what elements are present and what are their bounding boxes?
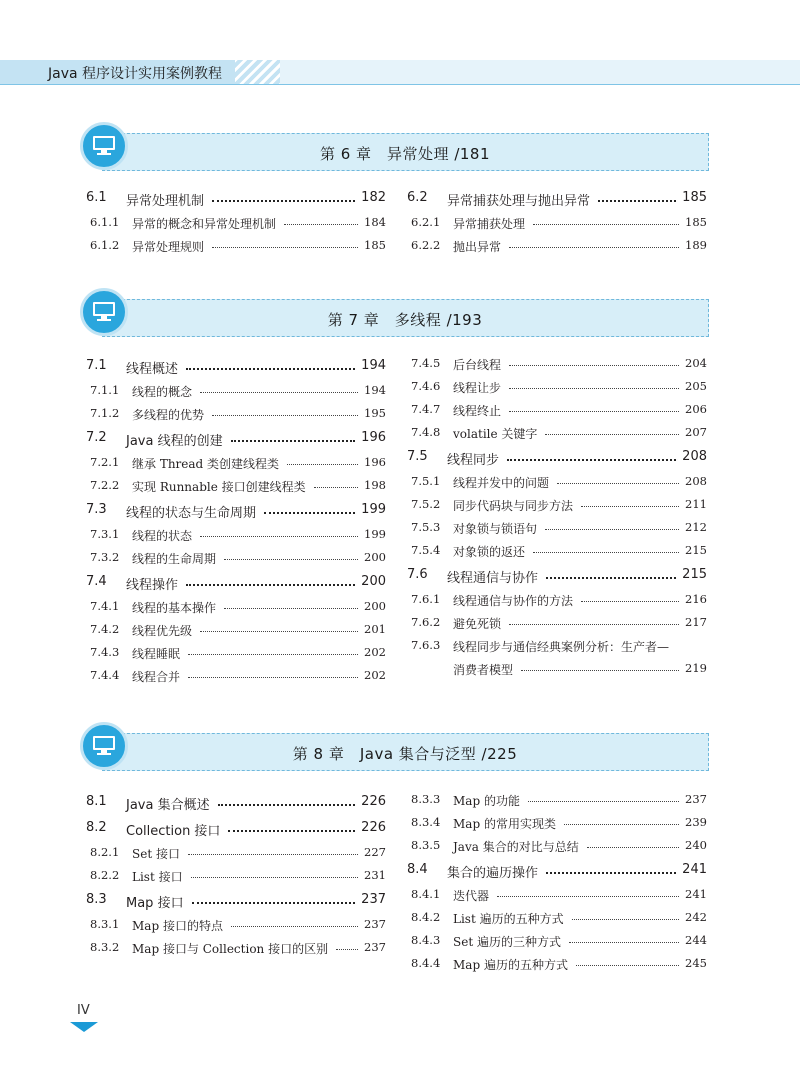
chapter-8-right-column	[407, 792, 707, 979]
dot-leader	[546, 577, 676, 579]
toc-subsection-entry[interactable]	[407, 838, 707, 861]
toc-page-number: 200	[361, 574, 386, 589]
dot-leader	[186, 368, 355, 370]
toc-entry-title: Map 的功能	[453, 794, 520, 808]
dot-leader	[224, 608, 358, 609]
toc-subsection-entry[interactable]	[86, 383, 386, 406]
dot-leader	[212, 200, 355, 202]
dot-leader	[564, 824, 679, 825]
toc-page-number: 185	[364, 238, 386, 252]
toc-page-number: 226	[361, 820, 386, 835]
toc-entry-title: 线程通信与协作	[447, 571, 539, 586]
toc-page-number: 215	[682, 567, 707, 582]
dot-leader	[287, 464, 358, 465]
toc-subsection-entry[interactable]	[86, 845, 386, 868]
dot-leader	[212, 415, 358, 416]
toc-entry-number: 7.6	[407, 567, 428, 582]
toc-entry-number: 8.4	[407, 862, 428, 877]
toc-entry-number: 7.1.2	[90, 406, 120, 420]
toc-entry-title: 线程的状态与生命周期	[126, 506, 257, 521]
toc-entry-number: 7.1	[86, 358, 107, 373]
toc-subsection-entry[interactable]	[407, 402, 707, 425]
toc-entry-number: 7.2.1	[90, 455, 120, 469]
toc-entry-title: Map 接口	[126, 896, 184, 911]
toc-entry-number: 7.4.3	[90, 645, 120, 659]
toc-page-number: 237	[364, 917, 386, 931]
toc-entry-number: 7.1.1	[90, 383, 120, 397]
toc-entry-title: 同步代码块与同步方法	[453, 499, 574, 513]
toc-page-number: 185	[682, 190, 707, 205]
toc-entry-title: Java 集合概述	[126, 798, 210, 813]
toc-entry-number: 6.2	[407, 190, 428, 205]
toc-entry-title: 线程让步	[453, 381, 502, 395]
toc-entry-title: Map 遍历的五种方式	[453, 958, 568, 972]
toc-subsection-entry[interactable]	[407, 956, 707, 979]
toc-entry-number: 7.2	[86, 430, 107, 445]
dot-leader	[509, 247, 679, 248]
toc-page-number: 196	[364, 455, 386, 469]
dot-leader	[231, 440, 355, 442]
toc-entry-title: 线程的生命周期	[132, 552, 217, 566]
toc-page-number: 245	[685, 956, 707, 970]
toc-subsection-entry[interactable]	[407, 425, 707, 448]
toc-entry-title: 异常捕获处理与抛出异常	[447, 194, 591, 209]
toc-page-number: 202	[364, 668, 386, 682]
toc-section-entry[interactable]	[86, 573, 386, 599]
toc-entry-title: Map 接口的特点	[132, 919, 223, 933]
toc-subsection-entry[interactable]	[407, 933, 707, 956]
toc-entry-number: 7.3.2	[90, 550, 120, 564]
toc-entry-title: 线程睡眠	[132, 647, 181, 661]
toc-section-entry[interactable]	[86, 819, 386, 845]
toc-entry-title: 线程的状态	[132, 529, 193, 543]
toc-entry-title: 实现 Runnable 接口创建线程类	[132, 480, 306, 494]
toc-entry-number: 7.3	[86, 502, 107, 517]
chapter-7-right-column	[407, 356, 707, 684]
toc-page-number: 199	[361, 502, 386, 517]
header-divider	[0, 84, 800, 85]
toc-entry-number: 7.5	[407, 449, 428, 464]
toc-page-number: 219	[685, 661, 707, 675]
toc-subsection-entry[interactable]	[407, 638, 707, 661]
toc-section-entry[interactable]	[407, 566, 707, 592]
toc-entry-title: 线程同步与通信经典案例分析：生产者—	[453, 640, 670, 654]
toc-entry-title: 迭代器	[453, 889, 490, 903]
dot-leader	[598, 200, 676, 202]
toc-entry-number: 7.5.4	[411, 543, 441, 557]
toc-section-entry[interactable]	[86, 189, 386, 215]
computer-icon	[80, 122, 128, 170]
toc-entry-title: 集合的遍历操作	[447, 866, 539, 881]
toc-section-entry[interactable]	[86, 891, 386, 917]
toc-page-number: 217	[685, 615, 707, 629]
toc-entry-number: 8.2	[86, 820, 107, 835]
running-header	[0, 60, 800, 84]
computer-icon	[80, 288, 128, 336]
toc-page-number: 212	[685, 520, 707, 534]
toc-page-number: 226	[361, 794, 386, 809]
dot-leader	[188, 854, 358, 855]
chapter-banner-box	[102, 733, 709, 771]
dot-leader	[587, 847, 679, 848]
toc-entry-number: 6.1.1	[90, 215, 120, 229]
dot-leader	[509, 624, 679, 625]
toc-entry-number: 8.2.2	[90, 868, 120, 882]
toc-subsection-entry[interactable]	[86, 599, 386, 622]
dot-leader	[545, 434, 679, 435]
dot-leader	[200, 631, 358, 632]
chapter-title: 第 7 章 多线程 /193	[327, 311, 483, 329]
toc-entry-number: 8.3.4	[411, 815, 441, 829]
toc-entry-title: 避免死锁	[453, 617, 502, 631]
dot-leader	[191, 877, 358, 878]
chapter-6-left-column	[86, 189, 386, 261]
toc-page-number: 189	[685, 238, 707, 252]
toc-page-number: 231	[364, 868, 386, 882]
chapter-7-banner	[80, 288, 708, 348]
toc-entry-title: 线程合并	[132, 670, 181, 684]
toc-entry-number: 7.4.5	[411, 356, 441, 370]
dot-leader	[497, 896, 679, 897]
toc-entry-number: 7.4.2	[90, 622, 120, 636]
toc-entry-number: 7.4.4	[90, 668, 120, 682]
toc-subsection-entry[interactable]	[86, 238, 386, 261]
dot-leader	[336, 949, 358, 950]
chapter-6-banner	[80, 122, 708, 182]
toc-section-entry[interactable]	[407, 189, 707, 215]
computer-icon	[80, 722, 128, 770]
toc-entry-number: 7.5.1	[411, 474, 441, 488]
dot-leader	[533, 224, 679, 225]
dot-leader	[545, 529, 679, 530]
toc-entry-number: 6.2.2	[411, 238, 441, 252]
toc-entry-number: 8.3.3	[411, 792, 441, 806]
toc-entry-number: 7.2.2	[90, 478, 120, 492]
toc-subsection-entry[interactable]	[86, 940, 386, 963]
toc-page-number: 195	[364, 406, 386, 420]
toc-entry-number: 8.3	[86, 892, 107, 907]
dot-leader	[284, 224, 358, 225]
toc-subsection-entry[interactable]	[86, 406, 386, 429]
chapter-7-left-column	[86, 357, 386, 691]
toc-page-number: 241	[685, 887, 707, 901]
toc-subsection-entry[interactable]	[407, 910, 707, 933]
chapter-8-banner	[80, 722, 708, 782]
toc-entry-title: 消费者模型	[453, 663, 514, 677]
toc-entry-number: 7.4	[86, 574, 107, 589]
toc-entry-number: 7.4.1	[90, 599, 120, 613]
dot-leader	[572, 919, 679, 920]
toc-entry-number: 7.5.2	[411, 497, 441, 511]
toc-entry-number: 6.2.1	[411, 215, 441, 229]
toc-subsection-entry[interactable]	[86, 868, 386, 891]
toc-entry-title: 异常处理规则	[132, 240, 205, 254]
dot-leader	[507, 459, 676, 461]
toc-page-number: 200	[364, 599, 386, 613]
toc-entry-number: 8.4.3	[411, 933, 441, 947]
dot-leader	[576, 965, 679, 966]
toc-entry-title: 线程的基本操作	[132, 601, 217, 615]
toc-entry-title: 线程并发中的问题	[453, 476, 550, 490]
toc-entry-number: 8.1	[86, 794, 107, 809]
toc-entry-title: 后台线程	[453, 358, 502, 372]
toc-entry-number: 7.6.2	[411, 615, 441, 629]
toc-entry-number: 8.4.4	[411, 956, 441, 970]
toc-subsection-entry[interactable]	[86, 668, 386, 691]
toc-subsection-entry[interactable]	[407, 497, 707, 520]
toc-entry-title: List 接口	[132, 870, 183, 884]
toc-subsection-entry[interactable]	[407, 615, 707, 638]
dot-leader	[188, 677, 358, 678]
toc-entry-number: 7.4.8	[411, 425, 441, 439]
toc-page-number: 199	[364, 527, 386, 541]
toc-section-entry[interactable]	[407, 861, 707, 887]
toc-page-number: 182	[361, 190, 386, 205]
toc-entry-title: 线程的概念	[132, 385, 193, 399]
dot-leader	[528, 801, 679, 802]
toc-subsection-entry[interactable]	[86, 455, 386, 478]
toc-entry-title: 线程优先级	[132, 624, 193, 638]
toc-entry-number: 7.5.3	[411, 520, 441, 534]
toc-subsection-entry[interactable]	[407, 379, 707, 402]
toc-entry-title: 线程操作	[126, 578, 179, 593]
dot-leader	[186, 584, 355, 586]
toc-page-number: 211	[685, 497, 707, 511]
toc-subsection-entry[interactable]	[86, 645, 386, 668]
toc-section-entry[interactable]	[86, 793, 386, 819]
toc-subsection-entry[interactable]	[407, 661, 707, 684]
toc-page-number: 201	[364, 622, 386, 636]
toc-subsection-entry[interactable]	[407, 592, 707, 615]
toc-entry-number: 8.3.2	[90, 940, 120, 954]
chapter-title: 第 8 章 Java 集合与泛型 /225	[292, 745, 518, 763]
toc-entry-number: 6.1	[86, 190, 107, 205]
toc-entry-number: 7.3.1	[90, 527, 120, 541]
chapter-banner-box	[102, 299, 709, 337]
dot-leader	[509, 411, 679, 412]
toc-page-number: 237	[685, 792, 707, 806]
toc-page-number: 216	[685, 592, 707, 606]
toc-entry-title: Set 接口	[132, 847, 180, 861]
toc-entry-title: 多线程的优势	[132, 408, 205, 422]
toc-page-number: 215	[685, 543, 707, 557]
toc-subsection-entry[interactable]	[407, 543, 707, 566]
toc-page-number: 205	[685, 379, 707, 393]
toc-subsection-entry[interactable]	[407, 520, 707, 543]
chapter-title: 第 6 章 异常处理 /181	[319, 145, 491, 163]
dot-leader	[521, 670, 679, 671]
toc-subsection-entry[interactable]	[407, 474, 707, 497]
toc-entry-title: 抛出异常	[453, 240, 502, 254]
toc-entry-title: 线程通信与协作的方法	[453, 594, 574, 608]
toc-page-number: 208	[682, 449, 707, 464]
toc-page-number: 202	[364, 645, 386, 659]
toc-section-entry[interactable]	[407, 448, 707, 474]
toc-subsection-entry[interactable]	[86, 622, 386, 645]
toc-entry-title: Java 集合的对比与总结	[453, 840, 579, 854]
toc-page-number: 227	[364, 845, 386, 859]
toc-entry-number: 8.2.1	[90, 845, 120, 859]
toc-entry-title: 异常捕获处理	[453, 217, 526, 231]
toc-entry-number: 8.4.1	[411, 887, 441, 901]
toc-page-number: 194	[361, 358, 386, 373]
toc-subsection-entry[interactable]	[86, 527, 386, 550]
toc-entry-title: Java 线程的创建	[126, 434, 223, 449]
toc-entry-number: 7.6.3	[411, 638, 441, 652]
dot-leader	[314, 487, 358, 488]
dot-leader	[509, 388, 679, 389]
toc-subsection-entry[interactable]	[86, 550, 386, 573]
dot-leader	[200, 392, 358, 393]
dot-leader	[188, 654, 358, 655]
toc-subsection-entry[interactable]	[407, 887, 707, 910]
toc-entry-title: 继承 Thread 类创建线程类	[132, 457, 280, 471]
toc-entry-number: 6.1.2	[90, 238, 120, 252]
toc-page-number: 196	[361, 430, 386, 445]
toc-entry-number: 7.4.6	[411, 379, 441, 393]
toc-subsection-entry[interactable]	[407, 215, 707, 238]
toc-entry-title: Map 的常用实现类	[453, 817, 556, 831]
toc-page-number: 200	[364, 550, 386, 564]
toc-page-number: 204	[685, 356, 707, 370]
toc-entry-title: Map 接口与 Collection 接口的区别	[132, 942, 329, 956]
chapter-banner-box	[102, 133, 709, 171]
dot-leader	[581, 506, 679, 507]
toc-entry-title: 对象锁与锁语句	[453, 522, 538, 536]
toc-page-number: 242	[685, 910, 707, 924]
toc-subsection-entry[interactable]	[407, 815, 707, 838]
toc-page-number: 198	[364, 478, 386, 492]
toc-entry-title: 线程终止	[453, 404, 502, 418]
toc-entry-title: 对象锁的返还	[453, 545, 526, 559]
chapter-6-right-column	[407, 189, 707, 261]
toc-page-number: 239	[685, 815, 707, 829]
dot-leader	[581, 601, 679, 602]
toc-subsection-entry[interactable]	[407, 238, 707, 261]
toc-page-number: 237	[361, 892, 386, 907]
toc-entry-title: Collection 接口	[126, 824, 221, 839]
dot-leader	[212, 247, 358, 248]
dot-leader	[218, 804, 355, 806]
toc-page-number: 208	[685, 474, 707, 488]
toc-entry-number: 8.3.1	[90, 917, 120, 931]
toc-page-number: 244	[685, 933, 707, 947]
dot-leader	[231, 926, 358, 927]
dot-leader	[264, 512, 355, 514]
toc-page-number: 241	[682, 862, 707, 877]
toc-subsection-entry[interactable]	[86, 215, 386, 238]
toc-page-number: 237	[364, 940, 386, 954]
toc-subsection-entry[interactable]	[407, 356, 707, 379]
toc-page-number: 185	[685, 215, 707, 229]
dot-leader	[557, 483, 679, 484]
toc-subsection-entry[interactable]	[407, 792, 707, 815]
toc-page-number: 206	[685, 402, 707, 416]
toc-page-number: 194	[364, 383, 386, 397]
toc-subsection-entry[interactable]	[86, 917, 386, 940]
toc-section-entry[interactable]	[86, 429, 386, 455]
toc-entry-title: 异常处理机制	[126, 194, 205, 209]
toc-entry-title: 异常的概念和异常处理机制	[132, 217, 277, 231]
dot-leader	[533, 552, 679, 553]
toc-page-number: 184	[364, 215, 386, 229]
dot-leader	[224, 559, 358, 560]
toc-entry-number: 8.4.2	[411, 910, 441, 924]
dot-leader	[228, 830, 355, 832]
dot-leader	[192, 902, 355, 904]
book-title: Java 程序设计实用案例教程	[48, 66, 223, 82]
toc-subsection-entry[interactable]	[86, 478, 386, 501]
toc-entry-title: List 遍历的五种方式	[453, 912, 564, 926]
toc-section-entry[interactable]	[86, 357, 386, 383]
chapter-8-left-column	[86, 793, 386, 963]
toc-page-number: 240	[685, 838, 707, 852]
dot-leader	[509, 365, 679, 366]
toc-entry-number: 7.6.1	[411, 592, 441, 606]
toc-page-number: 207	[685, 425, 707, 439]
dot-leader	[200, 536, 358, 537]
toc-entry-title: 线程同步	[447, 453, 500, 468]
toc-entry-number: 8.3.5	[411, 838, 441, 852]
toc-entry-title: Set 遍历的三种方式	[453, 935, 561, 949]
page-number: IV	[77, 1003, 90, 1018]
toc-entry-title: 线程概述	[126, 362, 179, 377]
page-marker-triangle	[70, 1022, 98, 1032]
toc-entry-number: 7.4.7	[411, 402, 441, 416]
dot-leader	[546, 872, 676, 874]
toc-section-entry[interactable]	[86, 501, 386, 527]
toc-entry-title: volatile 关键字	[453, 427, 538, 441]
dot-leader	[569, 942, 679, 943]
